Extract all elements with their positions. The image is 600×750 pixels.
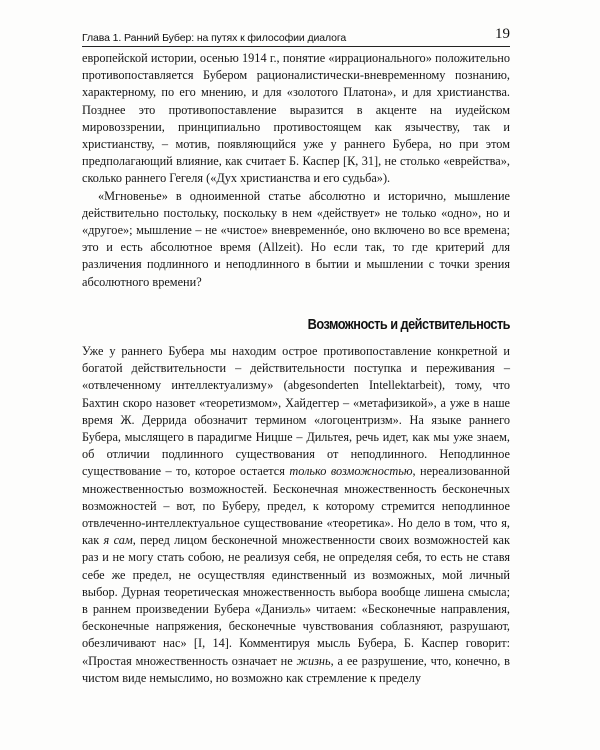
paragraph xyxy=(82,343,510,687)
emphasis: жизнь xyxy=(296,653,331,668)
text-run: , перед лицом бесконечной множественности своих возможностей как раз и не могу стать собою, не реализуя себя, не определяя себя, то есть не ставя себе же предел, не осуществляя единственный из возможных, мой личный выбор. Дурная теоретическая множественность выбора вообще лишена смысла; в раннем произведении Бубера «Даниэль» читаем: «Бесконечные направления, бесконечные напряжения, бесконечные чувствования соблазняют, разрушают, обезличивают нас» [I, 14]. Комментируя мысль Бубера, Б. Каспер говорит: «Простая множественность означает не xyxy=(82,533,510,668)
text-block-top xyxy=(82,50,510,291)
text-run: , нереализованной множественностью возможностей. Бесконечная множественность бесконечных возможностей – вот, по Буберу, предел, к которому стремится неподлинное отвлеченно-интеллектуальное существование «теоретика». Но дело в том, что я, как xyxy=(82,464,511,548)
section-heading: Возможность и действительность xyxy=(307,317,510,333)
text-run: Уже у раннего Бубера мы находим острое противопоставление конкретной и богатой действительности – действительности поступка и переживания – «отвлеченному интеллектуализму» (abgesonderten Intellektarbeit), тому, что Бахтин скоро назовет «теоретизмом», Хайдеггер – «метафизикой», а уже в наше время Ж. Деррида обозначит термином «логоцентризм». На языке раннего Бубера, мыслящего в парадигме Ницше – Дильтея, речь идет, как мы уже знаем, об отличии подлинного существования от неподлинного. Неподлинное существование – то, которое остается xyxy=(82,344,510,479)
paragraph: европейской истории, осенью 1914 г., понятие «иррационального» положительно противопоставляется Бубером рационалистически-вневременному познанию, характерному, по его мнению, и для «золотого Платона», и для христианства. Позднее это противопоставление выразится в акценте на иудейском мировоззрении, принципиально противостоящем как язычеству, так и христианству, – мотив, появляющийся уже у раннего Бубера, но при этом предполагающий влияние, как считает Б. Каспер [К, 31], не столько «еврейства», сколько раннего Гегеля («Дух христианства и его судьба»). xyxy=(82,51,510,186)
emphasis: только возможностью xyxy=(289,464,413,479)
running-header xyxy=(82,26,510,47)
paragraph: «Мгновенье» в одноименной статье абсолютно и исторично, мышление действительно постольку, поскольку в нем «действует» не только «одно», но и «другое»; мышление – не «чистое» вневременнóе, оно включено во все времена; это и есть абсолютное время (Allzeit). Но если так, то где критерий для различения подлинного и неподлинного в бытии и мышлении с точки зрения абсолютного времени? xyxy=(82,188,510,289)
text-run: , а ее разрушение, что, конечно, в чистом виде немыслимо, но возможно как стремление к пределу xyxy=(82,653,510,685)
text-block-section xyxy=(82,343,510,687)
page-number: 19 xyxy=(495,26,510,42)
chapter-title: Глава 1. Ранний Бубер: на путях к философии диалога xyxy=(82,32,347,44)
emphasis: я сам xyxy=(103,533,133,548)
